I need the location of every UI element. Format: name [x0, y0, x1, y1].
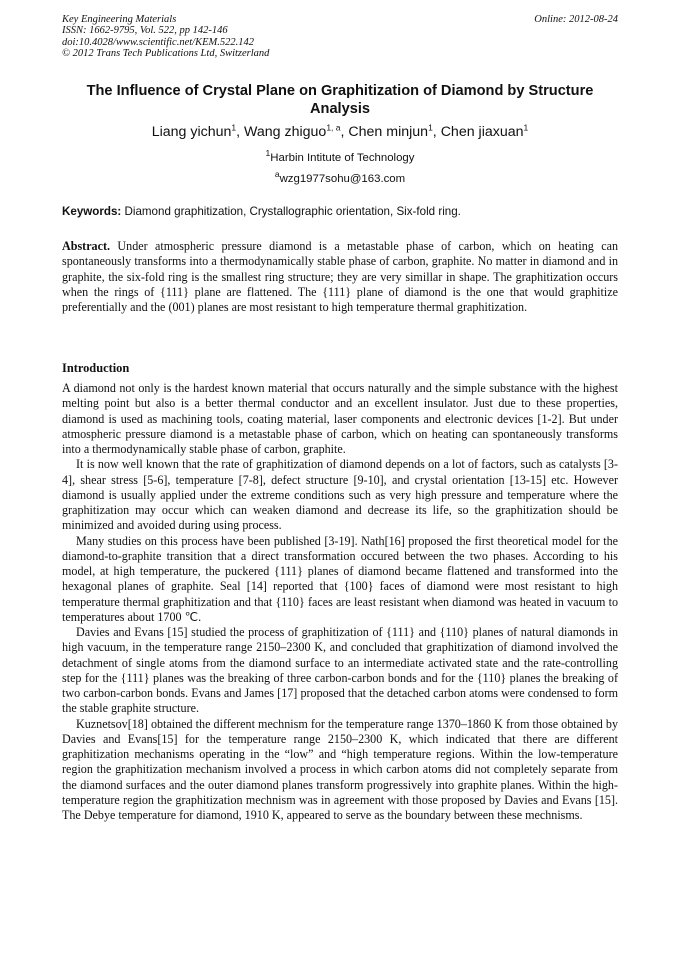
affiliation-text: Harbin Intitute of Technology — [270, 152, 415, 164]
author-name: Chen jiaxuan — [440, 124, 524, 140]
paragraph: Davies and Evans [15] studied the process of graphitization of {111} and {110} planes of natural diamonds in high vacuum, in the temperature range 2150–2300 K, and concluded that graphitization of diamond involved the detachment of single atoms from the diamond surface to an intermediate activated state and the rate-controlling step for the {111} planes was the breaking of three carbon-carbon bonds and for the {110} planes the breaking of two carbon-carbon bonds. Evans and James [17] proposed that the detached carbon atoms were condensed to form the stable graphite structure. — [62, 625, 618, 716]
author-name: Wang zhiguo — [244, 124, 327, 140]
issn-line: ISSN: 1662-9795, Vol. 522, pp 142-146 — [62, 25, 228, 37]
paragraph: A diamond not only is the hardest known material that occurs naturally and the simple substance with the highest melting point but also is a better thermal conductor and an excellent insulator. Just due to these properties, diamond is used as machining tools, coating material, laser components and electronic devices [1-2]. But under atmospheric pressure diamond is a metastable phase of carbon, which on heating can spontaneously transforms into a thermodynamically stable phase of carbon, graphite. — [62, 381, 618, 456]
copyright-line: © 2012 Trans Tech Publications Ltd, Switzerland — [62, 47, 270, 59]
keywords-label: Keywords: — [62, 205, 122, 218]
keywords — [62, 205, 618, 219]
section-heading-introduction: Introduction — [62, 361, 130, 375]
email-text: wzg1977sohu@163.com — [279, 173, 406, 185]
keywords-text: Diamond graphitization, Crystallographic orientation, Six-fold ring. — [121, 205, 461, 218]
author-affil-mark: 1, a — [326, 122, 341, 133]
affiliation-mark: 1 — [265, 148, 271, 159]
paragraph: It is now well known that the rate of graphitization of diamond depends on a lot of factors, such as catalysts [3-4], shear stress [5-6], temperature [7-8], defect structure [9-10], and crystal orientation [13-15] etc. However diamond is usually applied under the extreme conditions such as very high pressure and temperature where the graphitization may occur which can weaken diamond and decrease its life, so the graphitization should be minimized and avoided during using process. — [62, 457, 618, 533]
author-affil-mark: 1 — [523, 122, 529, 133]
affiliation — [62, 148, 618, 165]
author-affil-mark: 1 — [428, 122, 433, 133]
journal-name: Key Engineering Materials — [62, 14, 177, 25]
introduction-body — [62, 381, 618, 823]
title-line-2: Analysis — [309, 101, 371, 117]
abstract-text: Under atmospheric pressure diamond is a metastable phase of carbon, which on heating can spontaneously transforms into a thermodynamically stable phase of carbon, graphite. No matter in diamond and in graphite, the six-fold ring is the smallest ring structure; they are very simillar in shape. The graphitization occurs when the rings of {111} plane are flattened. The {111} plane of diamond is the one that would graphitize preferentially and the (001) planes are most resistant to high temperature thermal graphitization. — [62, 239, 618, 314]
title-line-1: The Influence of Crystal Plane on Graphitization of Diamond by Structure — [86, 83, 594, 99]
author-email — [62, 169, 618, 186]
paragraph: Many studies on this process have been published [3-19]. Nath[16] proposed the first theoretical model for the diamond-to-graphite transition that a direct transformation occured between the two phases. According to his model, at high temperature, the puckered {111} planes of diamond became flattened and transformed into the hexagonal planes of graphite. Seal [14] reported that {100} faces of diamond were most resistant to high temperature thermal graphitization and that {110} faces are least resistant when diamond was heated in vacuum to temperatures about 1700 ℃. — [62, 533, 618, 624]
paragraph: Kuznetsov[18] obtained the different mechnism for the temperature range 1370–1860 K from those obtained by Davies and Evans[15] for the temperature range 2150–2300 K, which indicated that there are different graphitization mechanisms operating in the “low” and “high temperature regions. Within the low-temperature region the graphitization mechanism involved a process in which carbon atoms did not completely separate from the diamond surfaces and the outer diamond planes transform progressively into graphite planes. Within the high-temperature region the graphitization mechnism was in agreement with those proposed by Davies and Evans [15]. The Debye temperature for diamond, 1910 K, appeared to serve as the boundary between these mechnisms. — [62, 716, 618, 822]
abstract-label: Abstract. — [62, 239, 111, 253]
email-mark: a — [274, 169, 280, 180]
author-name: Liang yichun — [151, 124, 232, 140]
author-name: Chen minjun — [348, 124, 429, 140]
online-date: Online: 2012-08-24 — [534, 14, 618, 25]
doi-line: doi:10.4028/www.scientific.net/KEM.522.142 — [62, 36, 254, 48]
journal-header — [62, 14, 618, 59]
author-affil-mark: 1 — [231, 122, 237, 133]
author-list: Liang yichun$^1$, Wang zhiguo$^{1, a}$, Chen minjun$^1$, Chen jiaxuan$^1$ — [151, 122, 529, 140]
paper-title — [62, 82, 618, 118]
abstract — [62, 239, 618, 315]
